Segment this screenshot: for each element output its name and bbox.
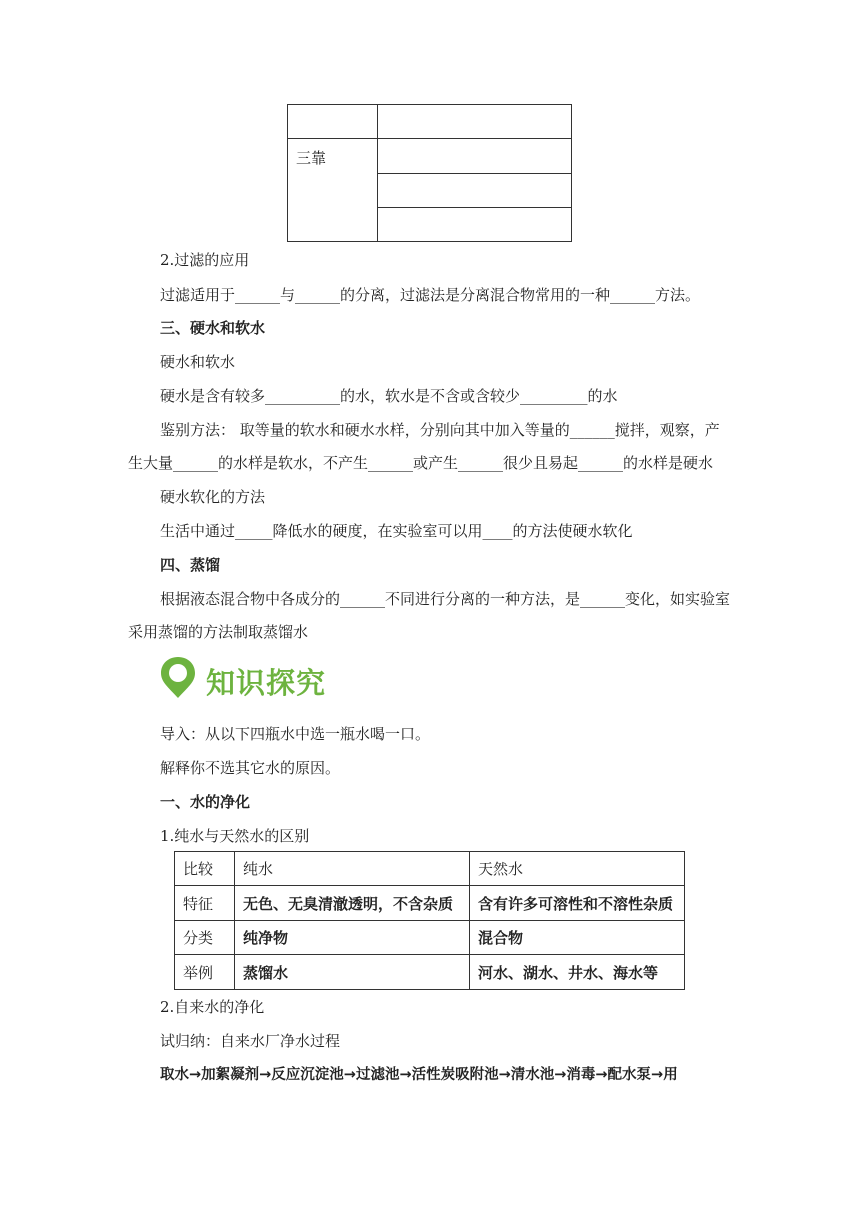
table-row bbox=[175, 886, 685, 921]
table-cell: 蒸馏水 bbox=[235, 955, 470, 990]
table-cell-three-lean bbox=[288, 139, 378, 242]
three-lean-table bbox=[287, 104, 572, 242]
purify-process: 取水→加絮凝剂→反应沉淀池→过滤池→活性炭吸附池→清水池→消毒→配水泵→用 bbox=[160, 1067, 678, 1083]
table-cell bbox=[288, 105, 378, 139]
intro-line-1: 导入：从以下四瓶水中选一瓶水喝一口。 bbox=[160, 725, 431, 743]
hard-soft-definition: 硬水是含有较多__________的水，软水是不含或含较少_________的水 bbox=[160, 387, 618, 405]
table-header-cell: 比较 bbox=[175, 852, 235, 886]
table-row bbox=[175, 852, 685, 886]
table-header-cell: 天然水 bbox=[470, 852, 685, 886]
table-cell bbox=[378, 139, 572, 174]
three-lean-label: 三靠 bbox=[296, 149, 327, 167]
identify-line-2: 生大量______的水样是软水，不产生______或产生______很少且易起______的水样是硬水 bbox=[128, 454, 714, 472]
table-row bbox=[175, 921, 685, 955]
soften-text: 生活中通过_____降低水的硬度，在实验室可以用____的方法使硬水软化 bbox=[160, 522, 633, 540]
soften-heading: 硬水软化的方法 bbox=[160, 488, 266, 506]
table-cell: 混合物 bbox=[470, 921, 685, 955]
table-cell: 河水、湖水、井水、海水等 bbox=[470, 955, 685, 990]
table-cell: 无色、无臭清澈透明，不含杂质 bbox=[235, 886, 470, 921]
distill-line-2: 采用蒸馏的方法制取蒸馏水 bbox=[128, 623, 309, 641]
table-cell: 特征 bbox=[175, 886, 235, 921]
distill-heading: 四、蒸馏 bbox=[160, 556, 221, 574]
identify-line-1: 鉴别方法： 取等量的软水和硬水水样，分别向其中加入等量的______搅拌，观察，产 bbox=[160, 421, 720, 439]
table-cell bbox=[378, 208, 572, 242]
table-cell bbox=[378, 105, 572, 139]
table-cell: 纯净物 bbox=[235, 921, 470, 955]
table-cell: 举例 bbox=[175, 955, 235, 990]
table-cell: 分类 bbox=[175, 921, 235, 955]
banner-title: 知识探究 bbox=[206, 666, 327, 700]
hard-soft-subheading: 硬水和软水 bbox=[160, 353, 236, 371]
water-comparison-table bbox=[174, 851, 685, 990]
purify-sub-2: 2.自来水的净化 bbox=[160, 998, 265, 1016]
table-header-cell: 纯水 bbox=[235, 852, 470, 886]
purify-heading: 一、水的净化 bbox=[160, 793, 251, 811]
location-pin-icon bbox=[158, 654, 198, 702]
distill-line-1: 根据液态混合物中各成分的______不同进行分离的一种方法，是______变化，如实验室 bbox=[160, 590, 731, 608]
filter-application-text: 过滤适用于______与______的分离，过滤法是分离混合物常用的一种______方法。 bbox=[160, 286, 701, 304]
filter-application-heading: 2.过滤的应用 bbox=[160, 251, 250, 269]
table-cell: 含有许多可溶性和不溶性杂质 bbox=[470, 886, 685, 921]
intro-line-2: 解释你不选其它水的原因。 bbox=[160, 759, 341, 777]
knowledge-explore-banner bbox=[158, 654, 358, 702]
table-row bbox=[175, 955, 685, 990]
table-cell bbox=[378, 174, 572, 208]
purify-sub-1: 1.纯水与天然水的区别 bbox=[160, 827, 310, 845]
purify-summary: 试归纳：自来水厂净水过程 bbox=[160, 1032, 341, 1050]
hard-soft-heading: 三、硬水和软水 bbox=[160, 319, 266, 337]
